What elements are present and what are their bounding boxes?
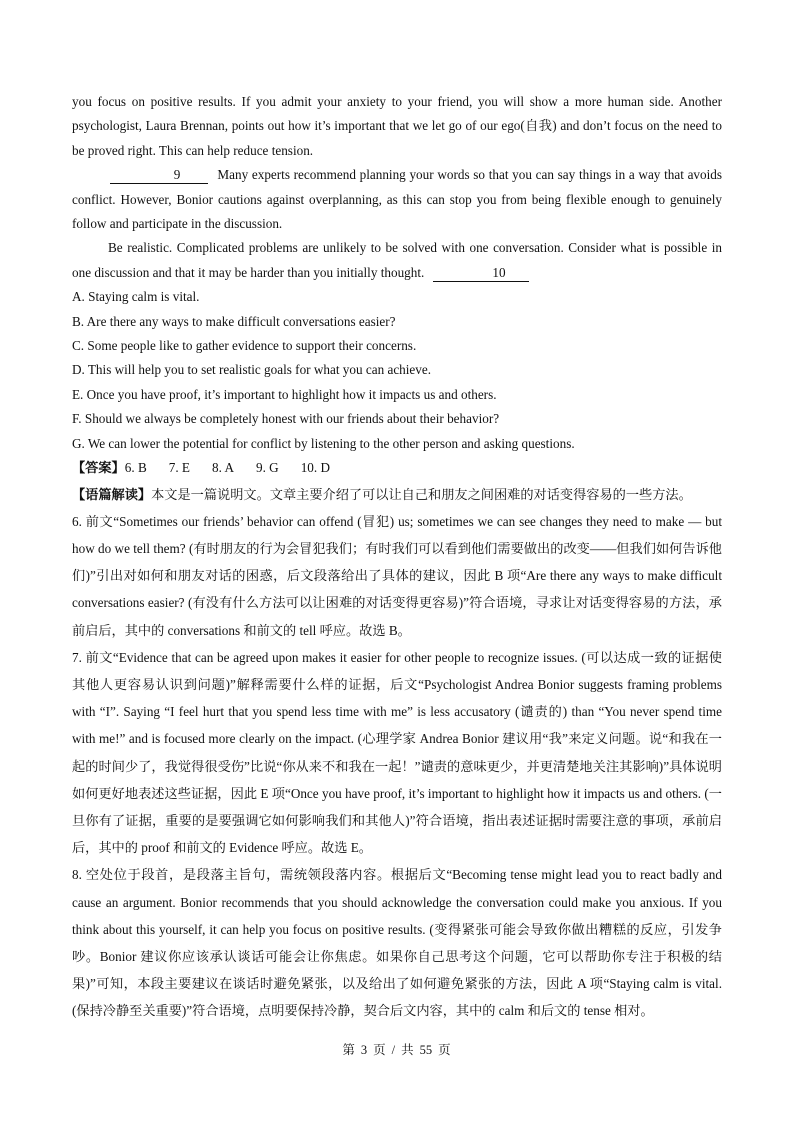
analysis-label: 【语篇解读】 [72,486,152,502]
answer-9: 9. G [255,460,279,476]
footer-separator: / [391,1043,396,1057]
answer-7: 7. E [168,460,190,476]
document-page [72,90,722,1025]
answer-line [72,456,722,480]
page-footer [0,1040,793,1058]
analysis-q8: 8. 空处位于段首，是段落主旨句，需统领段落内容。根据后文“Becoming tense might lead you to react badly and cause an argument. Bonior recommends that you should acknowledge the conversation could make you anxious. If you think about this yourself, it can help you focus on positive results. (变得紧张可能会导致你做出糟糕的反应，引发争吵。Bonior 建议你应该承认谈话可能会让你焦虑。如果你自己思考这个问题，它可以帮助你专注于积极的结果)”可知，本段主要建议在谈话时避免紧张，以及给出了如何避免紧张的方法，因此 A 项“Staying calm is vital. (保持冷静至关重要)”符合语境，点明要保持冷静，契合后文内容，其中的 calm 和后文的 tense 相对。 [72,867,722,1019]
footer-text-1: 第 [342,1043,355,1057]
option-c: C. Some people like to gather evidence to support their concerns. [72,338,417,354]
option-b: B. Are there any ways to make difficult conversations easier? [72,313,396,329]
option-f: F. Should we always be completely honest with our friends about their behavior? [72,411,500,427]
analysis-section [72,481,722,1025]
answer-10: 10. D [300,460,330,476]
passage-paragraph-2 [72,163,722,236]
answer-8: 8. A [211,460,234,476]
answer-6: 6. B [124,460,147,476]
passage-paragraph-3-text: Be realistic. Complicated problems are unlikely to be solved with one conversation. Consider what is possible in one discussion and that it may be harder than you initially thought. [72,240,722,280]
option-e: E. Once you have proof, it’s important to highlight how it impacts us and others. [72,386,497,402]
blank-10: 10 [433,264,529,282]
footer-text-4: 页 [438,1043,451,1057]
option-a: A. Staying calm is vital. [72,289,200,305]
passage-paragraph-2-text: Many experts recommend planning your words so that you can say things in a way that avoids conflict. However, Bonior cautions against overplanning, as this can stop you from being flexible enough to genuinely follow and participate in the discussion. [72,167,722,232]
passage-paragraph-3 [72,236,722,285]
analysis-q6: 6. 前文“Sometimes our friends’ behavior can offend (冒犯) us; sometimes we can see changes they need to make — but how do we tell them? (有时朋友的行为会冒犯我们；有时我们可以看到他们需要做出的改变——但我们如何告诉他们)”引出对如何和朋友对话的困惑，后文段落给出了具体的建议，因此 B 项“Are there any ways to make difficult conversations easier? (有没有什么方法可以让困难的对话变得更容易)”符合语境，寻求让对话变得容易的方法，承前启后，其中的 conversations 和前文的 tell 呼应。故选 B。 [72,513,722,638]
footer-text-3: 共 [401,1043,414,1057]
footer-text-2: 页 [373,1043,386,1057]
analysis-q7: 7. 前文“Evidence that can be agreed upon makes it easier for other people to recognize issues. (可以达成一致的证据使其他人更容易认识到问题)”解释需要什么样的证据，后文“Psychologist Andrea Bonior suggests framing problems with “I”. Saying “I feel hurt that you spend less time with me” is less accusatory (谴责的) than “You never spend time with me!” and is focused more clearly on the impact. (心理学家 Andrea Bonior 建议用“我”来定义问题。说“和我在一起的时间少了，我觉得很受伤”比说“你从来不和我在一起！”谴责的意味更少，并更清楚地关注其影响)”具体说明如何更好地表述这些证据，因此 E 项“Once you have proof, it’s important to highlight how it impacts us and others. (一旦你有了证据，重要的是要强调它如何影响我们和其他人)”符合语境，指出表述证据时需要注意的事项，承前启后，其中的 proof 和前文的 Evidence 呼应。故选 E。 [72,649,722,856]
blank-9: 9 [110,166,208,184]
passage-paragraph-1: you focus on positive results. If you admit your anxiety to your friend, you will show a more human side. Another psychologist, Laura Brennan, points out how it’s important that we let go of our ego(自我) and don’t focus on the need to be proved right. This can help reduce tension. [72,94,722,158]
option-d: D. This will help you to set realistic goals for what you can achieve. [72,362,432,378]
analysis-intro-text: 本文是一篇说明文。文章主要介绍了可以让自己和朋友之间困难的对话变得容易的一些方法。 [151,486,692,502]
analysis-intro [72,481,722,508]
total-pages: 55 [419,1043,433,1057]
page-number: 3 [360,1043,368,1057]
answer-label: 【答案】 [72,460,125,476]
option-g: G. We can lower the potential for conflict by listening to the other person and asking questions. [72,435,575,451]
